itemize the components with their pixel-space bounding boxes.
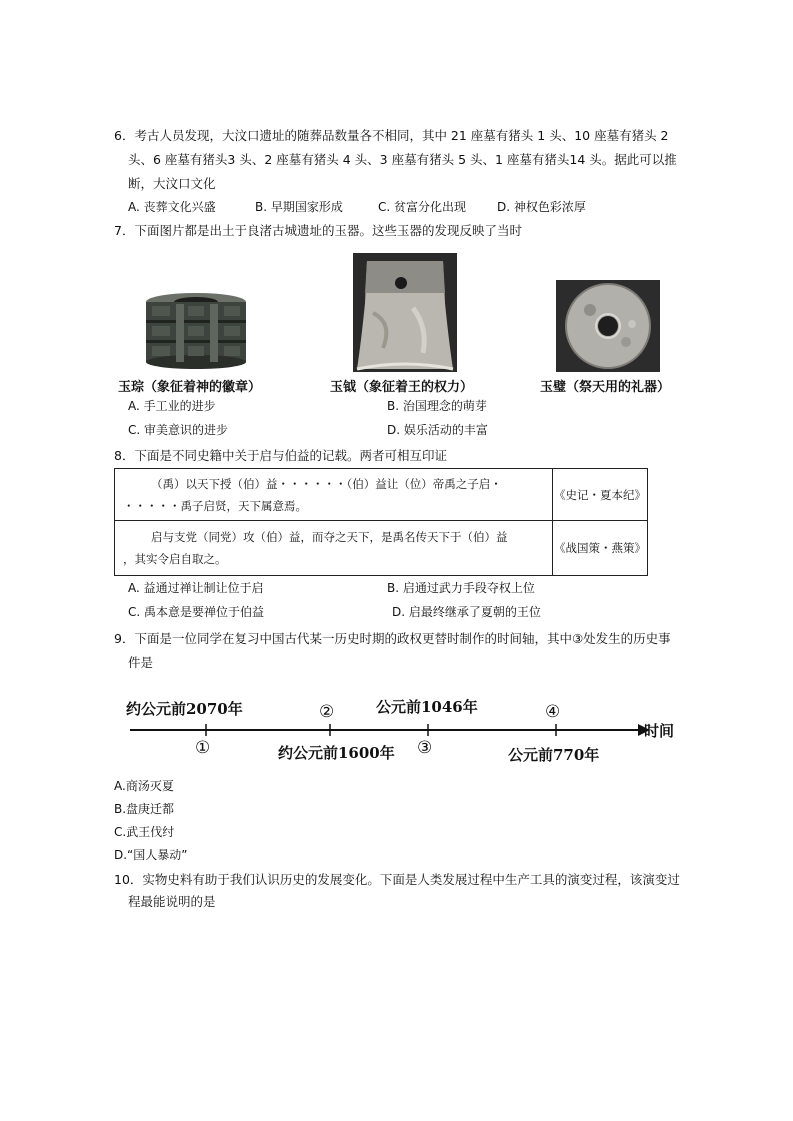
timeline-axis-label: 时间 [644, 722, 675, 740]
jade-yue-caption: 玉钺（象征着王的权力） [330, 380, 474, 395]
q8-option-c[interactable]: C. 禹本意是要禅位于伯益 [128, 605, 265, 619]
q7-option-c[interactable]: C. 审美意识的进步 [128, 423, 229, 437]
timeline-label-770bc: 公元前770年 [508, 746, 600, 764]
jade-cong-caption: 玉琮（象征着神的徽章） [118, 380, 262, 395]
jade-bi-caption: 玉璧（祭天用的礼器） [540, 380, 671, 395]
timeline-label-2070bc: 约公元前2070年 [126, 700, 243, 718]
q8-record-cell [115, 521, 553, 576]
q8-record-line: 启与支党（同党）攻（伯）益，而夺之天下，是禹名传天下于（伯）益 [151, 530, 508, 544]
jade-yue-image [353, 253, 457, 372]
timeline-label-1600bc: 约公元前1600年 [278, 744, 395, 762]
q9-option-d[interactable]: D.“国人暴动” [114, 848, 188, 862]
q8-option-a[interactable]: A. 益通过禅让制让位于启 [128, 581, 264, 595]
q10-stem-line1: 10．实物史料有助于我们认识历史的发展变化。下面是人类发展过程中生产工具的演变过程，该演变过 [114, 872, 680, 887]
q8-stem: 8．下面是不同史籍中关于启与伯益的记载。两者可相互印证 [114, 448, 447, 463]
q10-stem-line2: 程最能说明的是 [128, 894, 216, 909]
q8-table-row [115, 521, 648, 576]
timeline-marker-4: ④ [545, 702, 561, 722]
q8-option-b[interactable]: B. 启通过武力手段夺权上位 [387, 581, 535, 595]
q8-table-row [115, 469, 648, 521]
q9-stem-line1: 9．下面是一位同学在复习中国古代某一历史时期的政权更替时制作的时间轴，其中③处发生的历史事 [114, 631, 671, 646]
q8-record-line: ，其实令启自取之。 [123, 552, 227, 566]
q9-option-c[interactable]: C.武王伐纣 [114, 825, 175, 839]
q8-source-table [114, 468, 648, 576]
history-timeline [126, 688, 686, 773]
q6-stem-line1: 6．考古人员发现，大汶口遗址的随葬品数量各不相同，其中 21 座墓有猪头 1 头、10 座墓有猪头 2 [114, 128, 669, 143]
q6-stem-line3: 断，大汶口文化 [128, 176, 216, 191]
timeline-marker-1: ① [195, 738, 211, 758]
q8-option-d[interactable]: D. 启最终继承了夏朝的王位 [392, 605, 541, 619]
jade-cong-image [140, 292, 252, 370]
q6-stem-line2: 头、6 座墓有猪头3 头、2 座墓有猪头 4 头、3 座墓有猪头 5 头、1 座墓有猪头14 头。据此可以推 [128, 152, 677, 167]
q8-source-cell: 《史记・夏本纪》 [553, 469, 648, 521]
q6-option-c[interactable]: C. 贫富分化出现 [378, 200, 467, 214]
timeline-marker-3: ③ [417, 738, 433, 758]
q6-option-d[interactable]: D. 神权色彩浓厚 [497, 200, 586, 214]
timeline-label-1046bc: 公元前1046年 [376, 698, 478, 716]
q8-record-line: （禹）以天下授（伯）益・・・・・・（伯）益让（位）帝禹之子启・ [151, 476, 502, 491]
q6-option-b[interactable]: B. 早期国家形成 [255, 200, 343, 214]
q7-option-d[interactable]: D. 娱乐活动的丰富 [387, 423, 488, 437]
q8-source-cell: 《战国策・燕策》 [553, 521, 648, 576]
q9-option-a[interactable]: A.商汤灭夏 [114, 779, 174, 793]
jade-bi-image [556, 280, 660, 372]
q6-option-a[interactable]: A. 丧葬文化兴盛 [128, 200, 216, 214]
q8-record-cell [115, 469, 553, 521]
q7-stem: 7．下面图片都是出土于良渚古城遗址的玉器。这些玉器的发现反映了当时 [114, 223, 522, 238]
q7-option-a[interactable]: A. 手工业的进步 [128, 399, 216, 413]
q9-stem-line2: 件是 [128, 655, 154, 670]
q7-option-b[interactable]: B. 治国理念的萌芽 [387, 399, 487, 413]
q9-option-b[interactable]: B.盘庚迁都 [114, 802, 175, 816]
q8-record-line: ・・・・・禹子启贤，天下属意焉。 [123, 498, 307, 513]
timeline-marker-2: ② [319, 702, 335, 722]
